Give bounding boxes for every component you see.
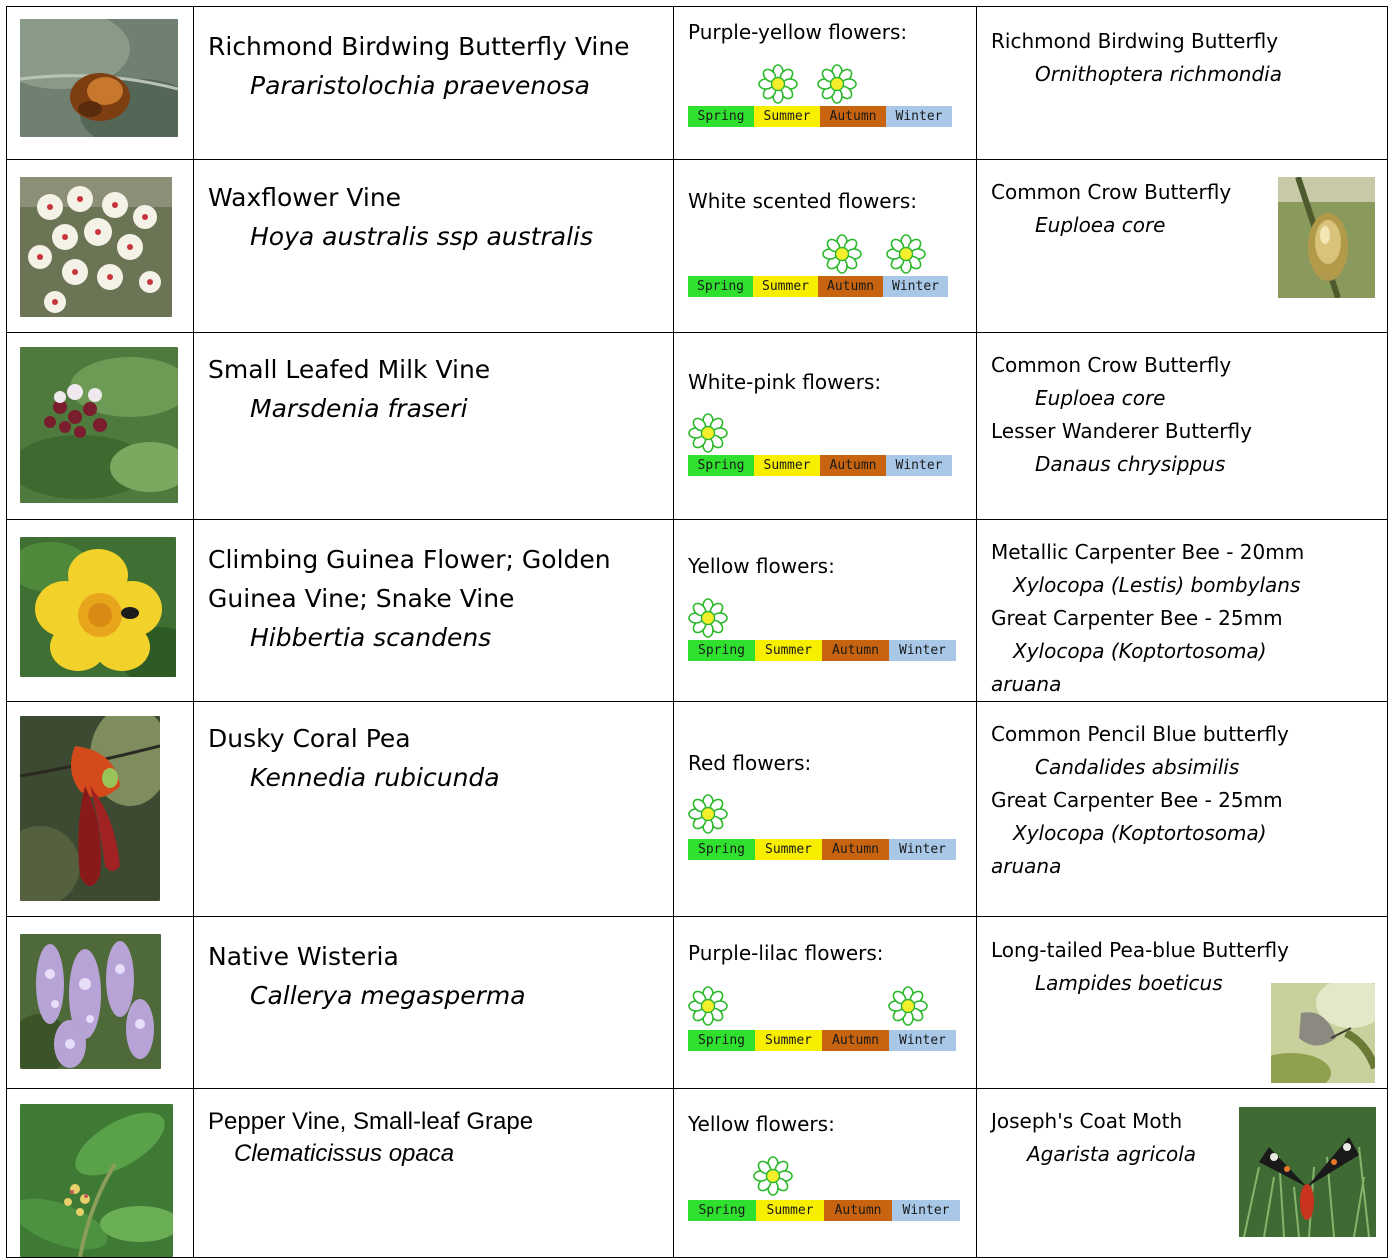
flowering-cell [674, 1089, 977, 1258]
flower-icon [886, 234, 926, 274]
visitor-cell [977, 7, 1388, 160]
season-bar [688, 276, 948, 297]
season-winter: Winter [886, 106, 952, 127]
insect-photo [1239, 1107, 1376, 1237]
flower-description: Purple-lilac flowers: [688, 941, 884, 965]
visitor-scientific-name: Euploea core [1035, 386, 1166, 410]
season-spring: Spring [688, 1030, 755, 1051]
visitor-common-name: Richmond Birdwing Butterfly [991, 29, 1279, 53]
visitor-common-name: Common Pencil Blue butterfly [991, 722, 1289, 746]
photo-cell [7, 702, 194, 917]
season-winter: Winter [883, 276, 948, 297]
plant-name-cell [194, 333, 674, 520]
table-row [7, 702, 1388, 917]
visitor-scientific-name: Candalides absimilis [1035, 755, 1240, 779]
photo-cell [7, 917, 194, 1089]
flower-description: Yellow flowers: [688, 554, 835, 578]
plant-scientific-name: Kennedia rubicunda [250, 763, 500, 792]
flower-icon [758, 64, 798, 104]
season-spring: Spring [688, 839, 755, 860]
season-bar [688, 1030, 956, 1051]
season-summer: Summer [755, 640, 822, 661]
plant-common-name: Pepper Vine, Small-leaf Grape [208, 1108, 534, 1135]
visitor-scientific-name: Agarista agricola [1027, 1142, 1197, 1166]
flower-icon [822, 234, 862, 274]
visitor-common-name: Common Crow Butterfly [991, 180, 1232, 204]
flower-description: Purple-yellow flowers: [688, 20, 908, 44]
flower-description: Yellow flowers: [688, 1112, 835, 1136]
visitor-cell [977, 520, 1388, 702]
insect-photo [1278, 177, 1375, 298]
season-winter: Winter [889, 1030, 956, 1051]
season-winter: Winter [889, 839, 956, 860]
flowering-cell [674, 333, 977, 520]
plant-name-cell [194, 702, 674, 917]
season-bar [688, 640, 956, 661]
visitor-cell [977, 160, 1388, 333]
flower-icon [888, 986, 928, 1026]
visitor-scientific-name: Euploea core [1035, 213, 1166, 237]
plant-scientific-name: Clematicissus opaca [234, 1140, 455, 1167]
season-autumn: Autumn [822, 839, 889, 860]
plant-name-cell [194, 520, 674, 702]
plant-scientific-name: Hoya australis ssp australis [250, 222, 593, 251]
plant-name-cell [194, 917, 674, 1089]
visitor-common-name: Metallic Carpenter Bee - 20mm [991, 540, 1305, 564]
table-row [7, 333, 1388, 520]
visitor-common-name: Great Carpenter Bee - 25mm [991, 606, 1283, 630]
plant-photo [20, 716, 160, 901]
season-winter: Winter [889, 640, 956, 661]
visitor-common-name: Joseph's Coat Moth [991, 1109, 1183, 1133]
photo-cell [7, 160, 194, 333]
flower-icon [688, 794, 728, 834]
season-spring: Spring [688, 276, 753, 297]
plant-photo [20, 177, 172, 317]
season-bar [688, 1200, 960, 1221]
flowering-cell [674, 7, 977, 160]
season-bar [688, 106, 952, 127]
flower-icon [688, 413, 728, 453]
table-row [7, 1089, 1388, 1258]
season-spring: Spring [688, 455, 754, 476]
plant-common-name: Native Wisteria [208, 942, 399, 971]
visitor-common-name: Common Crow Butterfly [991, 353, 1232, 377]
season-autumn: Autumn [818, 276, 883, 297]
visitor-cell [977, 702, 1388, 917]
plant-scientific-name: Hibbertia scandens [250, 623, 492, 652]
visitor-scientific-name: Lampides boeticus [1035, 971, 1223, 995]
table-row [7, 160, 1388, 333]
visitor-common-name: Long-tailed Pea-blue Butterfly [991, 938, 1289, 962]
visitor-scientific-name: Danaus chrysippus [1035, 452, 1226, 476]
season-spring: Spring [688, 640, 755, 661]
season-autumn: Autumn [820, 106, 886, 127]
flower-description: White scented flowers: [688, 189, 917, 213]
visitor-cell [977, 333, 1388, 520]
season-autumn: Autumn [820, 455, 886, 476]
visitor-cell [977, 1089, 1388, 1258]
flowering-cell [674, 160, 977, 333]
flower-icon [688, 986, 728, 1026]
season-autumn: Autumn [822, 1030, 889, 1051]
flower-description: White-pink flowers: [688, 370, 882, 394]
season-bar [688, 839, 956, 860]
season-summer: Summer [755, 839, 822, 860]
visitor-scientific-name: Ornithoptera richmondia [1035, 62, 1282, 86]
flower-icon [817, 64, 857, 104]
season-summer: Summer [753, 276, 818, 297]
flowering-cell [674, 520, 977, 702]
flower-description: Red flowers: [688, 751, 812, 775]
insect-photo [1271, 983, 1375, 1083]
plant-name-cell [194, 7, 674, 160]
season-summer: Summer [756, 1200, 824, 1221]
visitor-scientific-name: Xylocopa (Lestis) bombylans [1013, 573, 1301, 597]
table-row [7, 7, 1388, 160]
season-summer: Summer [755, 1030, 822, 1051]
table-row [7, 520, 1388, 702]
plant-scientific-name: Marsdenia fraseri [250, 394, 468, 423]
season-spring: Spring [688, 1200, 756, 1221]
plant-scientific-name: Pararistolochia praevenosa [250, 71, 590, 100]
flower-icon [688, 598, 728, 638]
photo-cell [7, 1089, 194, 1258]
plant-photo [20, 1104, 173, 1257]
plant-common-name-line1: Climbing Guinea Flower; Golden [208, 545, 611, 574]
visitor-cell [977, 917, 1388, 1089]
plant-photo [20, 934, 161, 1069]
plant-photo [20, 537, 176, 677]
plant-photo [20, 19, 178, 137]
plant-common-name-line2: Guinea Vine; Snake Vine [208, 584, 515, 613]
season-winter: Winter [886, 455, 952, 476]
season-summer: Summer [754, 106, 820, 127]
photo-cell [7, 7, 194, 160]
season-winter: Winter [892, 1200, 960, 1221]
plant-photo [20, 347, 178, 503]
flower-icon [753, 1156, 793, 1196]
season-spring: Spring [688, 106, 754, 127]
plant-common-name: Dusky Coral Pea [208, 724, 411, 753]
flowering-cell [674, 917, 977, 1089]
visitor-scientific-name-line2: aruana [991, 672, 1062, 696]
flowering-cell [674, 702, 977, 917]
visitor-common-name: Great Carpenter Bee - 25mm [991, 788, 1283, 812]
season-autumn: Autumn [822, 640, 889, 661]
visitor-scientific-name-line1: Xylocopa (Koptortosoma) [1013, 821, 1267, 845]
visitor-common-name: Lesser Wanderer Butterfly [991, 419, 1252, 443]
photo-cell [7, 333, 194, 520]
plant-name-cell [194, 160, 674, 333]
photo-cell [7, 520, 194, 702]
season-autumn: Autumn [824, 1200, 892, 1221]
plant-table [6, 6, 1388, 1258]
plant-scientific-name: Callerya megasperma [250, 981, 526, 1010]
plant-common-name: Small Leafed Milk Vine [208, 355, 491, 384]
visitor-scientific-name-line1: Xylocopa (Koptortosoma) [1013, 639, 1267, 663]
plant-name-cell [194, 1089, 674, 1258]
season-bar [688, 455, 952, 476]
table-row [7, 917, 1388, 1089]
plant-common-name: Waxflower Vine [208, 183, 402, 212]
plant-common-name: Richmond Birdwing Butterfly Vine [208, 32, 630, 61]
season-summer: Summer [754, 455, 820, 476]
visitor-scientific-name-line2: aruana [991, 854, 1062, 878]
